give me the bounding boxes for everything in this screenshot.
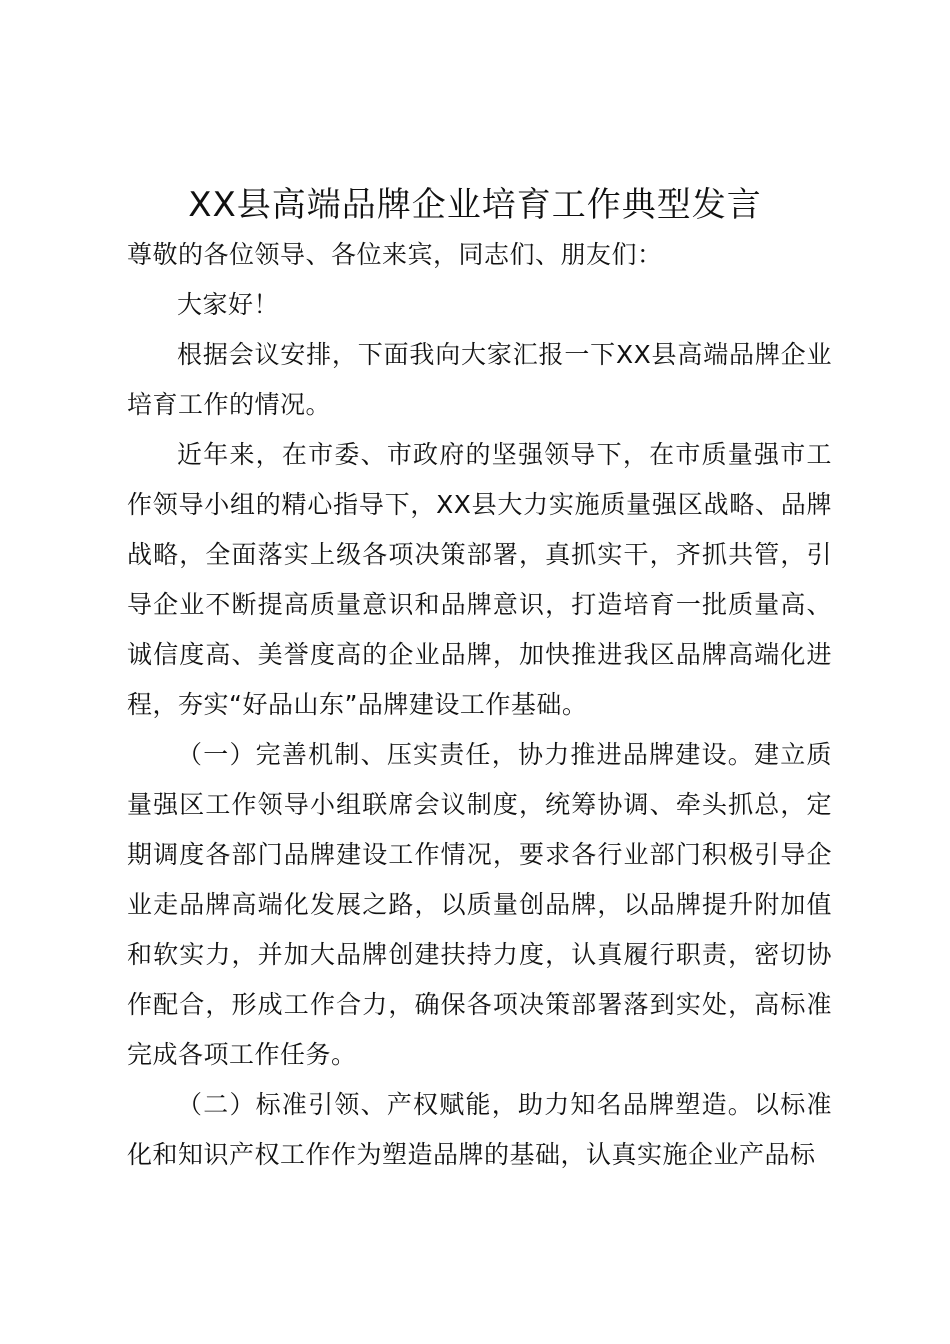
paragraph-section-one: （一）完善机制、压实责任，协力推进品牌建设。建立质量强区工作领导小组联席会议制度，统筹协调、牵头抓总，定期调度各部门品牌建设工作情况，要求各行业部门积极引导企业走品牌高端化发展之路，以质量创品牌，以品牌提升附加值和软实力，并加大品牌创建扶持力度，认真履行职责，密切协作配合，形成工作合力，确保各项决策部署落到实处，高标准完成各项工作任务。: [127, 740, 832, 1069]
document-title: XX县高端品牌企业培育工作典型发言: [188, 185, 762, 225]
paragraph-intro: 根据会议安排，下面我向大家汇报一下XX县高端品牌企业培育工作的情况。: [127, 340, 832, 419]
paragraph-overview: 近年来，在市委、市政府的坚强领导下，在市质量强市工作领导小组的精心指导下，XX县大力实施质量强区战略、品牌战略，全面落实上级各项决策部署，真抓实干，齐抓共管，引导企业不断提高质量意识和品牌意识，打造培育一批质量高、诚信度高、美誉度高的企业品牌，加快推进我区品牌高端化进程，夯实“好品山东”品牌建设工作基础。: [127, 440, 832, 719]
salutation: 尊敬的各位领导、各位来宾，同志们、朋友们：: [127, 240, 663, 269]
paragraph-greeting: 大家好！: [177, 290, 280, 319]
paragraph-section-two: （二）标准引领、产权赋能，助力知名品牌塑造。以标准化和知识产权工作作为塑造品牌的基础，认真实施企业产品标: [127, 1090, 832, 1169]
document-body: [127, 230, 832, 1180]
